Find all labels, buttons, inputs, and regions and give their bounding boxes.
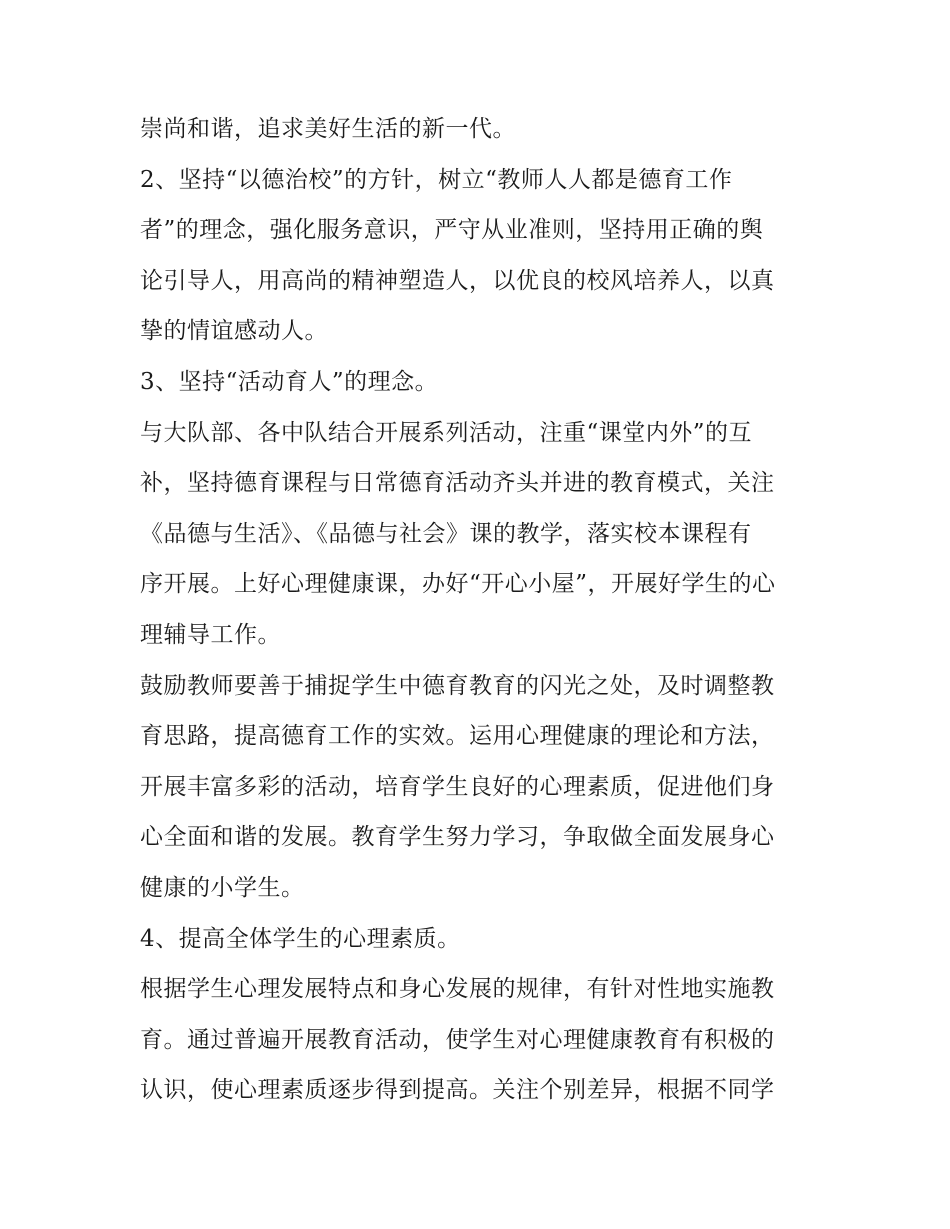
text-line: 开展丰富多彩的活动，培育学生良好的心理素质，促进他们身 — [140, 774, 775, 800]
text-line: 4、提高全体学生的心理素质。 — [140, 926, 461, 952]
text-line: 根据学生心理发展特点和身心发展的规律，有针对性地实施教 — [140, 976, 775, 1002]
text-line: 补，坚持德育课程与日常德育活动齐头并进的教育模式，关注 — [140, 470, 775, 496]
text-line: 心全面和谐的发展。教育学生努力学习，争取做全面发展身心 — [140, 824, 775, 850]
text-line: 健康的小学生。 — [140, 875, 305, 901]
text-line: 理辅导工作。 — [140, 622, 281, 648]
text-line: 者”的理念，强化服务意识，严守从业准则，坚持用正确的舆 — [140, 217, 764, 243]
text-line: 《品德与生活》、《品德与社会》课的教学，落实校本课程有 — [140, 521, 752, 547]
text-line: 崇尚和谐，追求美好生活的新一代。 — [140, 116, 516, 142]
text-line: 2、坚持“以德治校”的方针，树立“教师人人都是德育工作 — [140, 167, 733, 193]
text-line: 认识，使心理素质逐步得到提高。关注个别差异，根据不同学 — [140, 1077, 775, 1103]
text-line: 育。通过普遍开展教育活动，使学生对心理健康教育有积极的 — [140, 1027, 775, 1053]
text-line: 与大队部、各中队结合开展系列活动，注重“课堂内外”的互 — [140, 420, 753, 446]
text-line: 论引导人，用高尚的精神塑造人，以优良的校风培养人，以真 — [140, 268, 775, 294]
text-line: 序开展。上好心理健康课，办好“开心小屋”，开展好学生的心 — [140, 571, 776, 597]
text-line: 鼓励教师要善于捕捉学生中德育教育的闪光之处，及时调整教 — [140, 673, 775, 699]
text-line: 育思路，提高德育工作的实效。运用心理健康的理论和方法， — [140, 723, 775, 749]
text-line: 挚的情谊感动人。 — [140, 318, 328, 344]
text-line: 3、坚持“活动育人”的理念。 — [140, 369, 439, 395]
